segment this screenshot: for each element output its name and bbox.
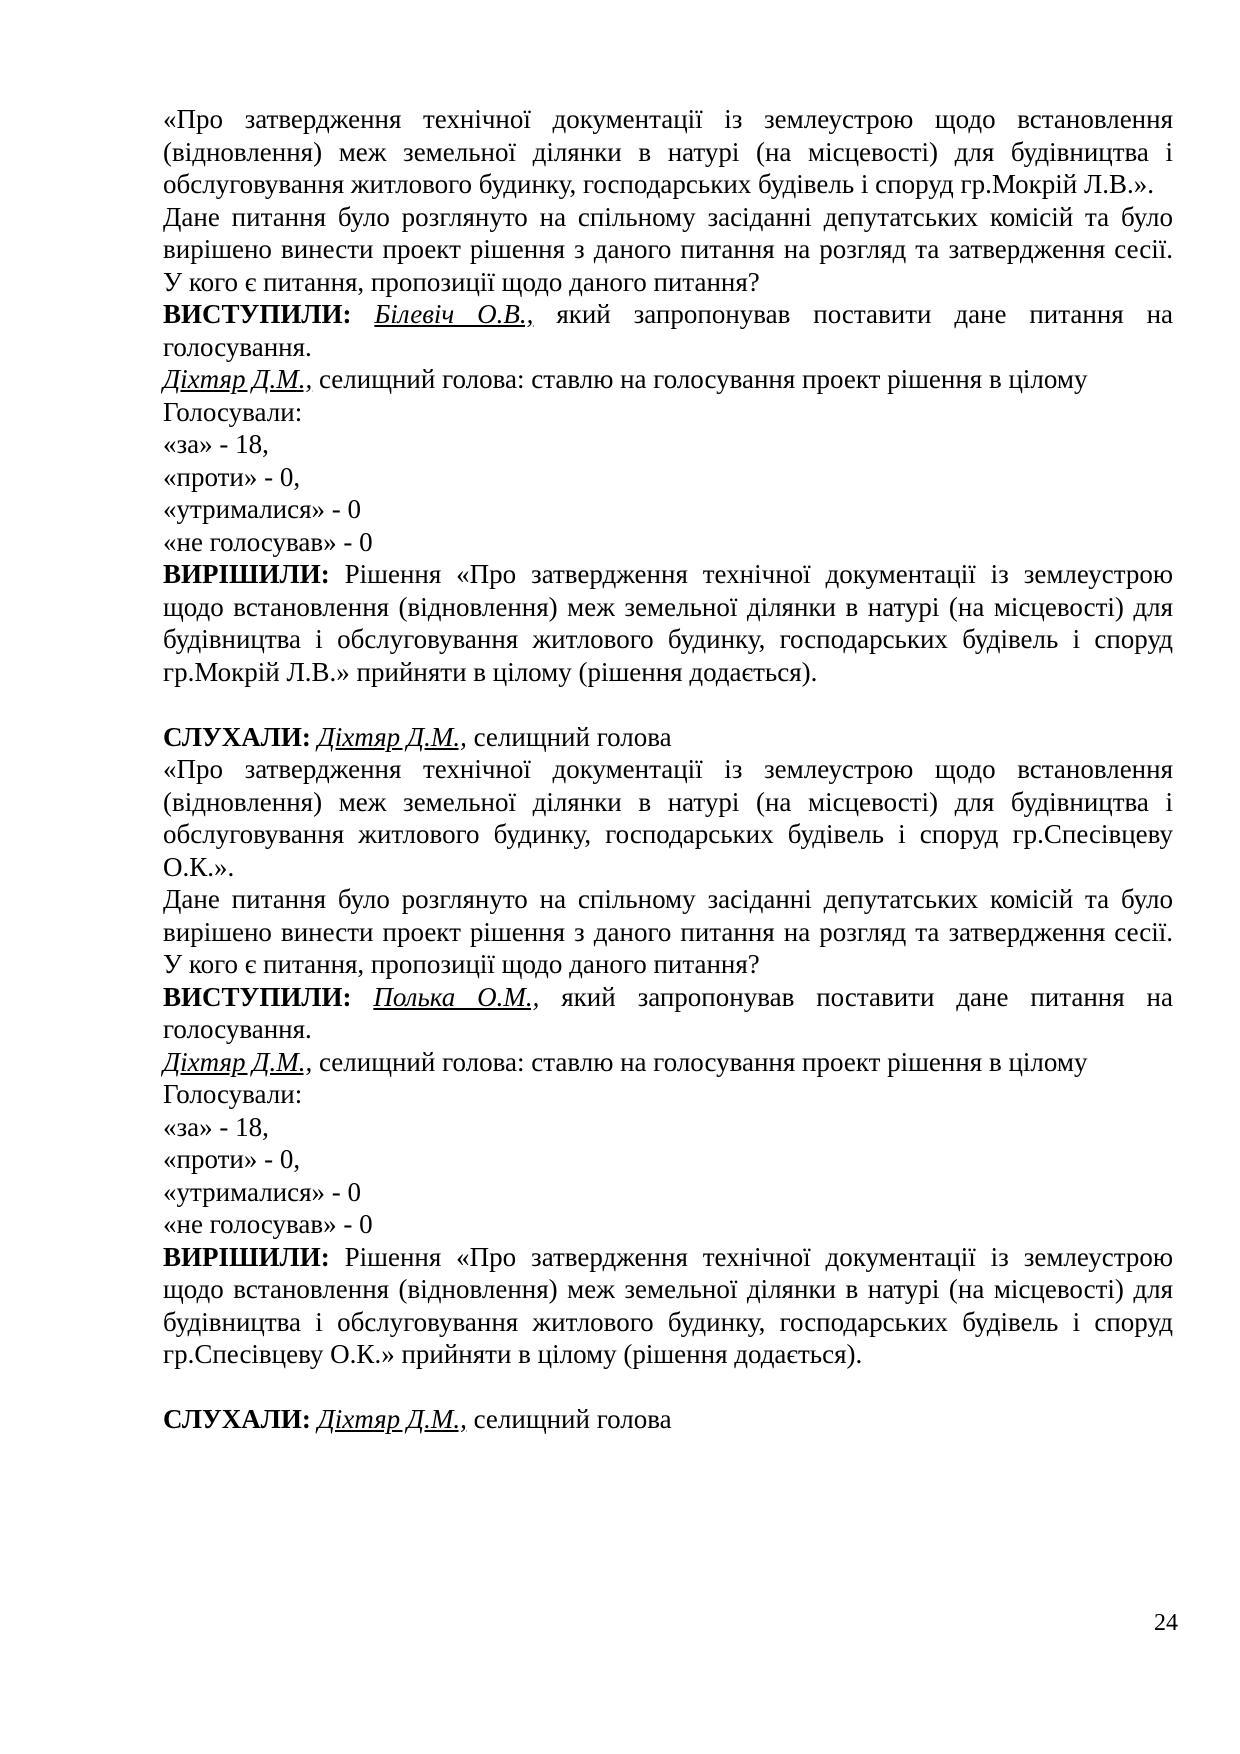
agenda-title: «Про затвердження технічної документації із землеустрою щодо встановлення (відновлення) меж земельної ділянки в натурі (на місцевості) для будівництва і обслуговування житлового будинку, господарських будівель і споруд гр.Мокрій Л.В.». xyxy=(163,104,1173,199)
vote-against: «проти» - 0, xyxy=(163,461,301,492)
vote-abstain: «утрималися» - 0 xyxy=(163,494,362,524)
head-paragraph xyxy=(163,363,1173,396)
agenda-title: «Про затвердження технічної документації із землеустрою щодо встановлення (відновлення) меж земельної ділянки в натурі (на місцевості) для будівництва і обслуговування житлового будинку, господарських будівель і споруд гр.Спесівцеву О.К.». xyxy=(163,754,1173,882)
decided-paragraph xyxy=(163,558,1173,688)
spoke-paragraph xyxy=(163,298,1173,363)
heard-paragraph xyxy=(163,721,1173,754)
spoke-label: ВИСТУПИЛИ: xyxy=(163,981,352,1012)
speaker-name: Білевіч О.В., xyxy=(374,299,534,329)
vote-for: «за» - 18, xyxy=(163,1111,269,1142)
heard-name: Діхтяр Д.М., xyxy=(317,721,467,752)
decided-text: Рішення «Про затвердження технічної документації із землеустрою щодо встановлення (відновлення) меж земельної ділянки в натурі (на місцевості) для будівництва і обслуговування житлового будинку, господарських будівель і споруд гр.Мокрій Л.В.» прийняти в цілому (рішення додається). xyxy=(163,559,1173,687)
heard-name: Діхтяр Д.М., xyxy=(317,1404,467,1434)
spoke-paragraph xyxy=(163,981,1173,1046)
page-number: 24 xyxy=(1154,1610,1178,1636)
voted-label: Голосували: xyxy=(163,1079,303,1109)
vote-abstain: «утрималися» - 0 xyxy=(163,1176,362,1207)
head-name: Діхтяр Д.М., xyxy=(163,364,313,394)
vote-not-voted: «не голосував» - 0 xyxy=(163,1209,373,1239)
vote-for: «за» - 18, xyxy=(163,429,269,459)
heard-label: СЛУХАЛИ: xyxy=(163,1404,311,1434)
spoke-text: який запропонував поставити дане питання на голосування. xyxy=(163,299,1174,362)
voted-label: Голосували: xyxy=(163,396,303,427)
head-name: Діхтяр Д.М., xyxy=(163,1046,313,1077)
heard-role: селищний голова xyxy=(466,721,672,752)
decided-text: Рішення «Про затвердження технічної документації із землеустрою щодо встановлення (відновлення) меж земельної ділянки в натурі (на місцевості) для будівництва і обслуговування житлового будинку, господарських будівель і споруд гр.Спесівцеву О.К.» прийняти в цілому (рішення додається). xyxy=(163,1241,1173,1369)
head-paragraph xyxy=(163,1046,1173,1079)
document-page xyxy=(163,103,1173,1436)
head-text: селищний голова: ставлю на голосування проект рішення в цілому xyxy=(312,1046,1088,1077)
decided-label: ВИРІШИЛИ: xyxy=(163,559,330,589)
discussion-text: Дане питання було розглянуто на спільному засіданні депутатських комісій та було вирішено винести проект рішення з даного питання на розгляд та затвердження сесії. У кого є питання, пропозиції щодо даного питання? xyxy=(163,201,1173,297)
heard-role: селищний голова xyxy=(466,1404,672,1434)
vote-against: «проти» - 0, xyxy=(163,1144,301,1174)
heard-paragraph xyxy=(163,1403,1173,1436)
spoke-text: який запропонував поставити дане питання на голосування. xyxy=(163,981,1173,1044)
spacer xyxy=(163,1371,1173,1404)
spacer xyxy=(163,688,1173,721)
head-text: селищний голова: ставлю на голосування проект рішення в цілому xyxy=(312,364,1088,394)
heard-label: СЛУХАЛИ: xyxy=(163,721,311,752)
vote-not-voted: «не голосував» - 0 xyxy=(163,526,373,557)
decided-label: ВИРІШИЛИ: xyxy=(163,1241,330,1272)
decided-paragraph xyxy=(163,1241,1173,1371)
spoke-label: ВИСТУПИЛИ: xyxy=(163,299,352,329)
discussion-text: Дане питання було розглянуто на спільному засіданні депутатських комісій та було вирішено винести проект рішення з даного питання на розгляд та затвердження сесії. У кого є питання, пропозиції щодо даного питання? xyxy=(163,884,1173,979)
speaker-name: Полька О.М., xyxy=(373,981,540,1012)
